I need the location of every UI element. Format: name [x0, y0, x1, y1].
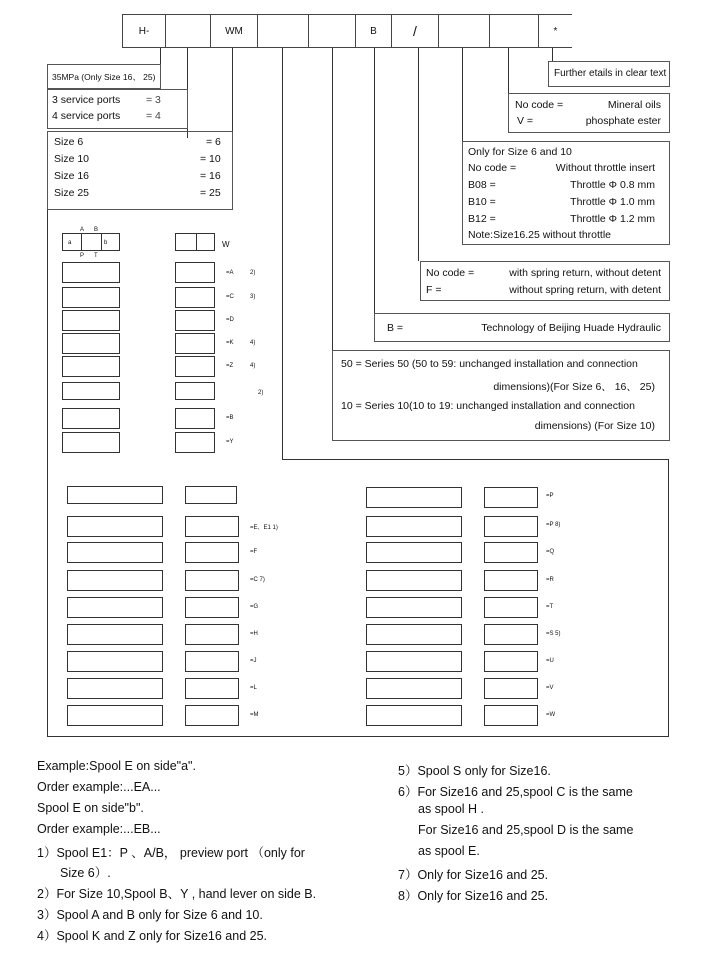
series-box	[332, 350, 670, 441]
spool-note-A: 2)	[250, 270, 256, 276]
ports-label-4: 4 service ports	[52, 110, 121, 122]
seal-key-1: No code =	[515, 99, 564, 111]
spool-symbol	[484, 542, 538, 563]
spool-symbol	[185, 678, 239, 699]
spool-label-P: =P	[546, 493, 554, 499]
code-cell-size	[257, 14, 309, 48]
throttle-box	[462, 141, 670, 245]
spool-symbol	[484, 516, 538, 537]
spool-symbol	[62, 333, 120, 354]
spool-symbol	[62, 287, 120, 308]
spool-symbol	[185, 597, 239, 618]
footnote-line: Order example:...EA...	[37, 780, 161, 794]
spool-symbol	[67, 570, 163, 591]
footnote-line: 7）Only for Size16 and 25.	[398, 868, 549, 882]
spool-symbol	[67, 597, 163, 618]
spool-label-C2: =C 7)	[250, 577, 265, 583]
throttle-key-0: No code =	[468, 162, 517, 174]
size-value-6: = 6	[206, 136, 221, 148]
spool-symbol	[175, 408, 215, 429]
detent-value-2: without spring return, with detent	[509, 284, 661, 296]
spool-label-G: =G	[250, 604, 259, 610]
footnote-line: as spool E.	[418, 844, 480, 858]
spool-symbol	[175, 287, 215, 308]
spool-label-P2: =P 8)	[546, 522, 561, 528]
spool-symbol	[175, 333, 215, 354]
spool-symbol	[175, 356, 215, 377]
code-cell-ports	[165, 14, 211, 48]
further-details-box	[548, 61, 670, 87]
throttle-value-1: Throttle Φ 0.8 mm	[570, 179, 655, 191]
ports-value-3: = 3	[146, 94, 161, 106]
footnote-line: 4）Spool K and Z only for Size16 and 25.	[37, 929, 268, 943]
spool-note-B: 2)	[258, 390, 264, 396]
spool-symbol	[366, 487, 462, 508]
spool-symbol	[62, 432, 120, 453]
spool-symbol	[175, 262, 215, 283]
code-cell-type: WM	[210, 14, 258, 48]
detent-key-2: F =	[426, 284, 442, 296]
footnote-line: For Size16 and 25,spool D is the same	[418, 823, 634, 837]
spool-label-M: =M	[250, 712, 259, 718]
footnote-line: Order example:...EB...	[37, 822, 161, 836]
size-label-16: Size 16	[54, 170, 90, 182]
detent-box	[420, 261, 670, 301]
size-label-25: Size 25	[54, 187, 90, 199]
spool-symbol	[366, 651, 462, 672]
throttle-note: Note:Size16.25 without throttle	[468, 229, 612, 241]
pressure-note-box	[47, 64, 161, 89]
size-value-16: = 16	[200, 170, 221, 182]
spool-symbol	[175, 310, 215, 331]
manufacturer-box	[374, 313, 670, 342]
spool-symbol	[67, 516, 163, 537]
spool-symbol	[67, 624, 163, 645]
footnote-line: as spool H .	[418, 802, 485, 816]
ports-label-3: 3 service ports	[52, 94, 121, 106]
throttle-value-0: Without throttle insert	[555, 162, 655, 174]
spool-label-T: =T	[546, 604, 554, 610]
seal-value-2: phosphate ester	[585, 115, 661, 127]
spool-label-Z: =Z	[226, 363, 234, 369]
spool-symbol	[62, 262, 120, 283]
spool-symbol	[366, 570, 462, 591]
seal-box	[508, 93, 670, 133]
valve-symbol-two-pos	[175, 382, 215, 400]
valve-symbol-two-pos	[62, 382, 120, 400]
code-cell-detent	[438, 14, 490, 48]
series-line-2: dimensions)(For Size 6、 16、 25)	[493, 381, 655, 393]
series-line-1: 50 = Series 50 (50 to 59: unchanged installation and connection	[341, 358, 638, 370]
throttle-key-3: B12 =	[468, 213, 496, 225]
spool-symbol	[366, 705, 462, 726]
code-cell-seal	[489, 14, 539, 48]
symbol-label-b: b	[104, 240, 108, 246]
valve-symbol-detent	[175, 233, 215, 251]
spool-symbol	[484, 570, 538, 591]
detent-key-1: No code =	[426, 267, 475, 279]
throttle-value-3: Throttle Φ 1.2 mm	[570, 213, 655, 225]
spool-label-V: =V	[546, 685, 554, 691]
spool-label-Y: =Y	[226, 439, 234, 445]
manufacturer-value: Technology of Beijing Huade Hydraulic	[481, 322, 661, 334]
spool-label-R: =R	[546, 577, 554, 583]
footnote-line: 5）Spool S only for Size16.	[398, 764, 551, 778]
size-label-10: Size 10	[54, 153, 90, 165]
code-cell-spool	[308, 14, 356, 48]
symbol-label-P: P	[80, 253, 85, 259]
spool-note-K: 4)	[250, 340, 256, 346]
throttle-key-1: B08 =	[468, 179, 496, 191]
throttle-value-2: Throttle Φ 1.0 mm	[570, 196, 655, 208]
spool-symbol	[67, 705, 163, 726]
spool-label-A: =A	[226, 270, 234, 276]
footnote-line: 3）Spool A and B only for Size 6 and 10.	[37, 908, 263, 922]
symbol-label-B: B	[94, 227, 99, 233]
spool-symbol	[67, 678, 163, 699]
spool-symbol	[484, 705, 538, 726]
spool-label-Q: =Q	[546, 549, 555, 555]
spool-symbol	[484, 487, 538, 508]
series-line-4: dimensions) (For Size 10)	[534, 420, 655, 432]
symbol-label-A: A	[80, 227, 85, 233]
footnote-line: 1）Spool E1：P 、A/B， preview port （only for	[37, 846, 305, 860]
spool-symbol	[484, 597, 538, 618]
spool-symbol	[185, 651, 239, 672]
ports-box	[47, 89, 188, 129]
spool-symbol	[366, 597, 462, 618]
pressure-note: 35MPa (Only Size 16、 25)	[52, 72, 156, 82]
valve-symbol-large-main	[67, 486, 163, 504]
spool-symbol	[185, 705, 239, 726]
code-cell-series: H-	[122, 14, 166, 48]
spool-label-L: =L	[250, 685, 257, 691]
size-value-25: = 25	[200, 187, 221, 199]
code-cell-details: *	[538, 14, 572, 48]
seal-key-2: V =	[517, 115, 534, 127]
footnote-line: 2）For Size 10,Spool B、Y , hand lever on side B.	[37, 887, 317, 901]
spool-symbol	[366, 542, 462, 563]
symbol-label-W: W	[222, 240, 230, 249]
spool-symbol	[62, 408, 120, 429]
detent-value-1: with spring return, without detent	[509, 267, 661, 279]
spool-note-C: 3)	[250, 294, 256, 300]
spool-label-F: =F	[250, 549, 258, 555]
spool-symbol	[185, 570, 239, 591]
size-label-6: Size 6	[54, 136, 84, 148]
symbol-label-T: T	[94, 253, 98, 259]
spool-symbol	[484, 678, 538, 699]
spool-label-J: =J	[250, 658, 257, 664]
spool-label-K: =K	[226, 340, 234, 346]
throttle-key-2: B10 =	[468, 196, 496, 208]
footnote-line: 6）For Size16 and 25,spool C is the same	[398, 785, 633, 799]
spool-symbol	[185, 516, 239, 537]
spool-label-U: =U	[546, 658, 554, 664]
manufacturer-key: B =	[387, 322, 404, 334]
spool-label-H: =H	[250, 631, 258, 637]
spool-label-W: =W	[546, 712, 556, 718]
spool-symbol	[67, 651, 163, 672]
spool-symbol	[484, 624, 538, 645]
spool-symbol	[67, 542, 163, 563]
footnote-line: Example:Spool E on side"a".	[37, 759, 196, 773]
ports-value-4: = 4	[146, 110, 161, 122]
spool-symbol	[366, 678, 462, 699]
code-cell-slash: /	[391, 14, 439, 48]
spool-symbol	[62, 356, 120, 377]
further-details: Further etails in clear text	[554, 68, 667, 79]
size-value-10: = 10	[200, 153, 221, 165]
spool-symbol	[366, 516, 462, 537]
code-cell-b: B	[355, 14, 392, 48]
spool-note-Z: 4)	[250, 363, 256, 369]
spool-symbol	[185, 542, 239, 563]
footnote-line: Spool E on side"b".	[37, 801, 144, 815]
footnote-line: Size 6）.	[60, 866, 111, 880]
spool-symbol	[484, 651, 538, 672]
spool-symbol	[185, 624, 239, 645]
spool-label-C: =C	[226, 294, 234, 300]
spool-label-B: =B	[226, 415, 234, 421]
symbol-label-a: a	[68, 240, 72, 246]
throttle-title: Only for Size 6 and 10	[468, 146, 572, 158]
seal-value-1: Mineral oils	[607, 99, 661, 111]
series-line-3: 10 = Series 10(10 to 19: unchanged installation and connection	[341, 400, 635, 412]
footnote-line: 8）Only for Size16 and 25.	[398, 889, 549, 903]
spool-label-D: =D	[226, 317, 234, 323]
spool-symbol	[175, 432, 215, 453]
valve-symbol-large-detent	[185, 486, 237, 504]
spool-symbol	[366, 624, 462, 645]
spool-symbol	[62, 310, 120, 331]
sizes-box	[47, 131, 233, 210]
spool-label-S: =S 5)	[546, 631, 561, 637]
spool-label-E: =E、E1 1)	[250, 525, 278, 531]
